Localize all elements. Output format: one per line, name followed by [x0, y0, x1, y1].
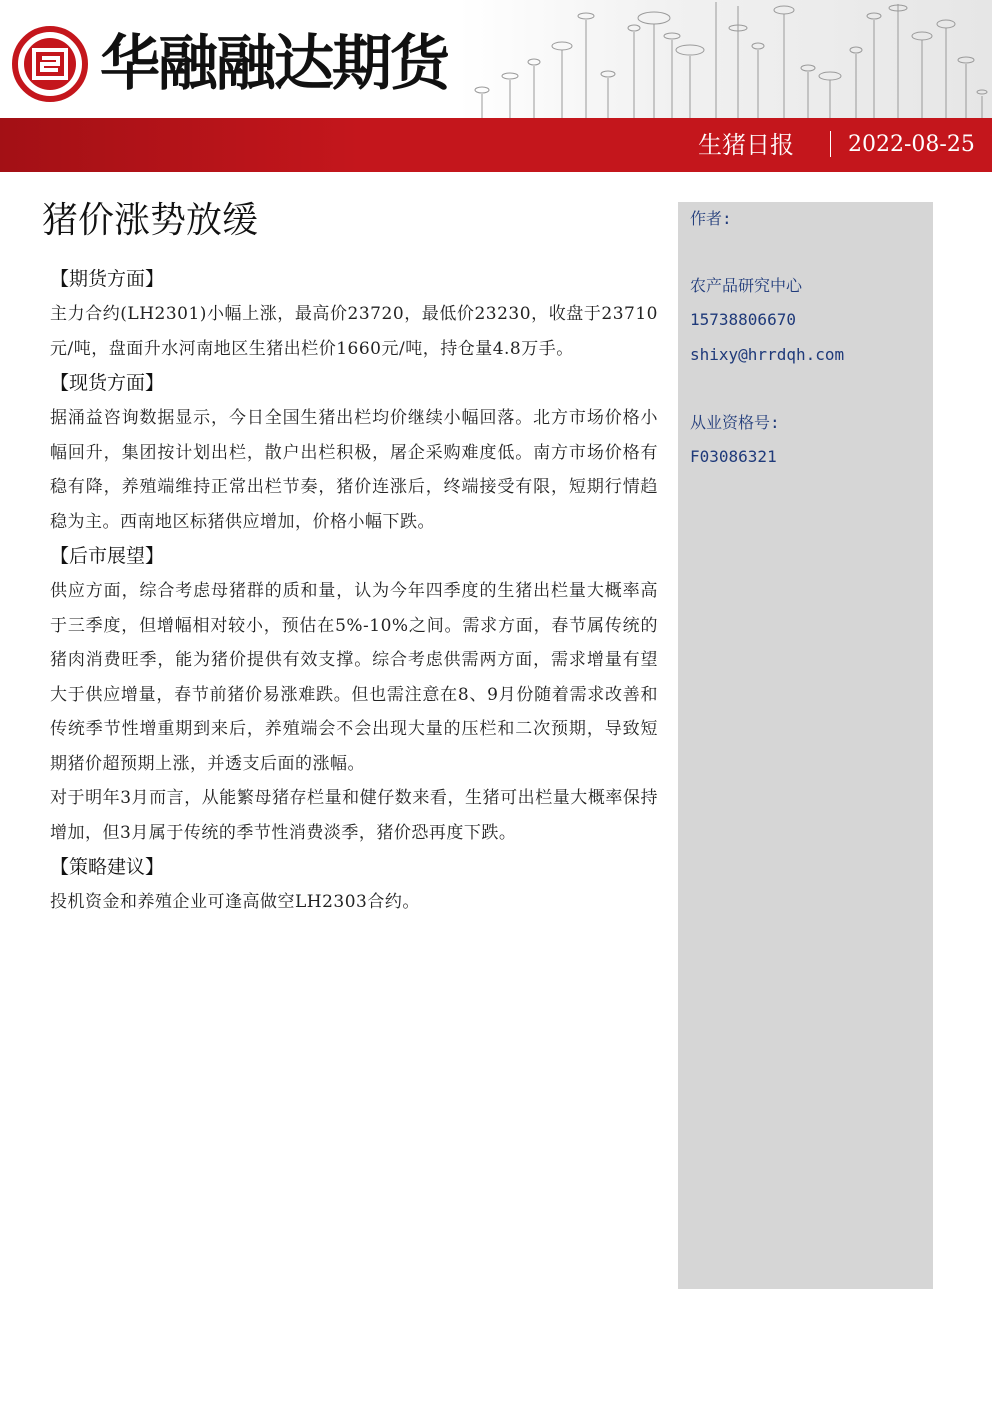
band-gradient [0, 118, 600, 172]
department: 农产品研究中心 [690, 276, 803, 295]
section-heading: 【策略建议】 [50, 856, 165, 878]
paragraph: 投机资金和养殖企业可逢高做空LH2303合约。 [50, 892, 420, 912]
section-strategy [50, 850, 658, 920]
paragraph: 主力合约(LH2301)小幅上涨，最高价23720，最低价23230，收盘于23710元/吨，盘面升水河南地区生猪出栏价1660元/吨，持仓量4.8万手。 [50, 304, 658, 359]
company-logo-icon [12, 26, 88, 102]
section-heading: 【期货方面】 [50, 268, 165, 290]
section-heading: 【后市展望】 [50, 545, 165, 567]
paragraph: 供应方面，综合考虑母猪群的质和量，认为今年四季度的生猪出栏量大概率高于三季度，但增幅相对较小，预估在5%-10%之间。需求方面，春节属传统的猪肉消费旺季，能为猪价提供有效支撑。综合考虑供需两方面，需求增量有望大于供应增量，春节前猪价易涨难跌。但也需注意在8、9月份随着需求改善和传统季节性增重期到来后，养殖端会不会出现大量的压栏和二次预期，导致短期猪价超预期上涨，并透支后面的涨幅。 [50, 581, 658, 774]
header-red-band [0, 118, 992, 172]
report-date: 2022-08-25 [848, 132, 975, 157]
header-decoration [458, 0, 992, 118]
band-divider [830, 131, 831, 157]
report-type: 生猪日报 [698, 131, 794, 159]
report-body [50, 262, 658, 920]
license-number: F03086321 [690, 447, 777, 466]
license-label: 从业资格号: [690, 413, 780, 432]
page-title: 猪价涨势放缓 [42, 200, 259, 241]
section-heading: 【现货方面】 [50, 372, 165, 394]
section-futures [50, 262, 658, 366]
section-spot [50, 366, 658, 539]
paragraph: 据涌益咨询数据显示，今日全国生猪出栏均价继续小幅回落。北方市场价格小幅回升，集团按计划出栏，散户出栏积极，屠企采购难度低。南方市场价格有稳有降，养殖端维持正常出栏节奏，猪价连涨后，终端接受有限，短期行情趋稳为主。西南地区标猪供应增加，价格小幅下跌。 [50, 408, 658, 532]
brand-name: 华融融达期货 [100, 29, 448, 99]
author-label: 作者: [690, 209, 732, 228]
author-email[interactable]: shixy@hrrdqh.com [690, 345, 845, 364]
author-sidebar [678, 202, 933, 1289]
section-outlook [50, 539, 658, 850]
author-phone: 15738806670 [690, 310, 796, 329]
page-header [0, 0, 992, 118]
paragraph: 对于明年3月而言，从能繁母猪存栏量和健仔数来看，生猪可出栏量大概率保持增加，但3月属于传统的季节性消费淡季，猪价恐再度下跌。 [50, 788, 658, 843]
